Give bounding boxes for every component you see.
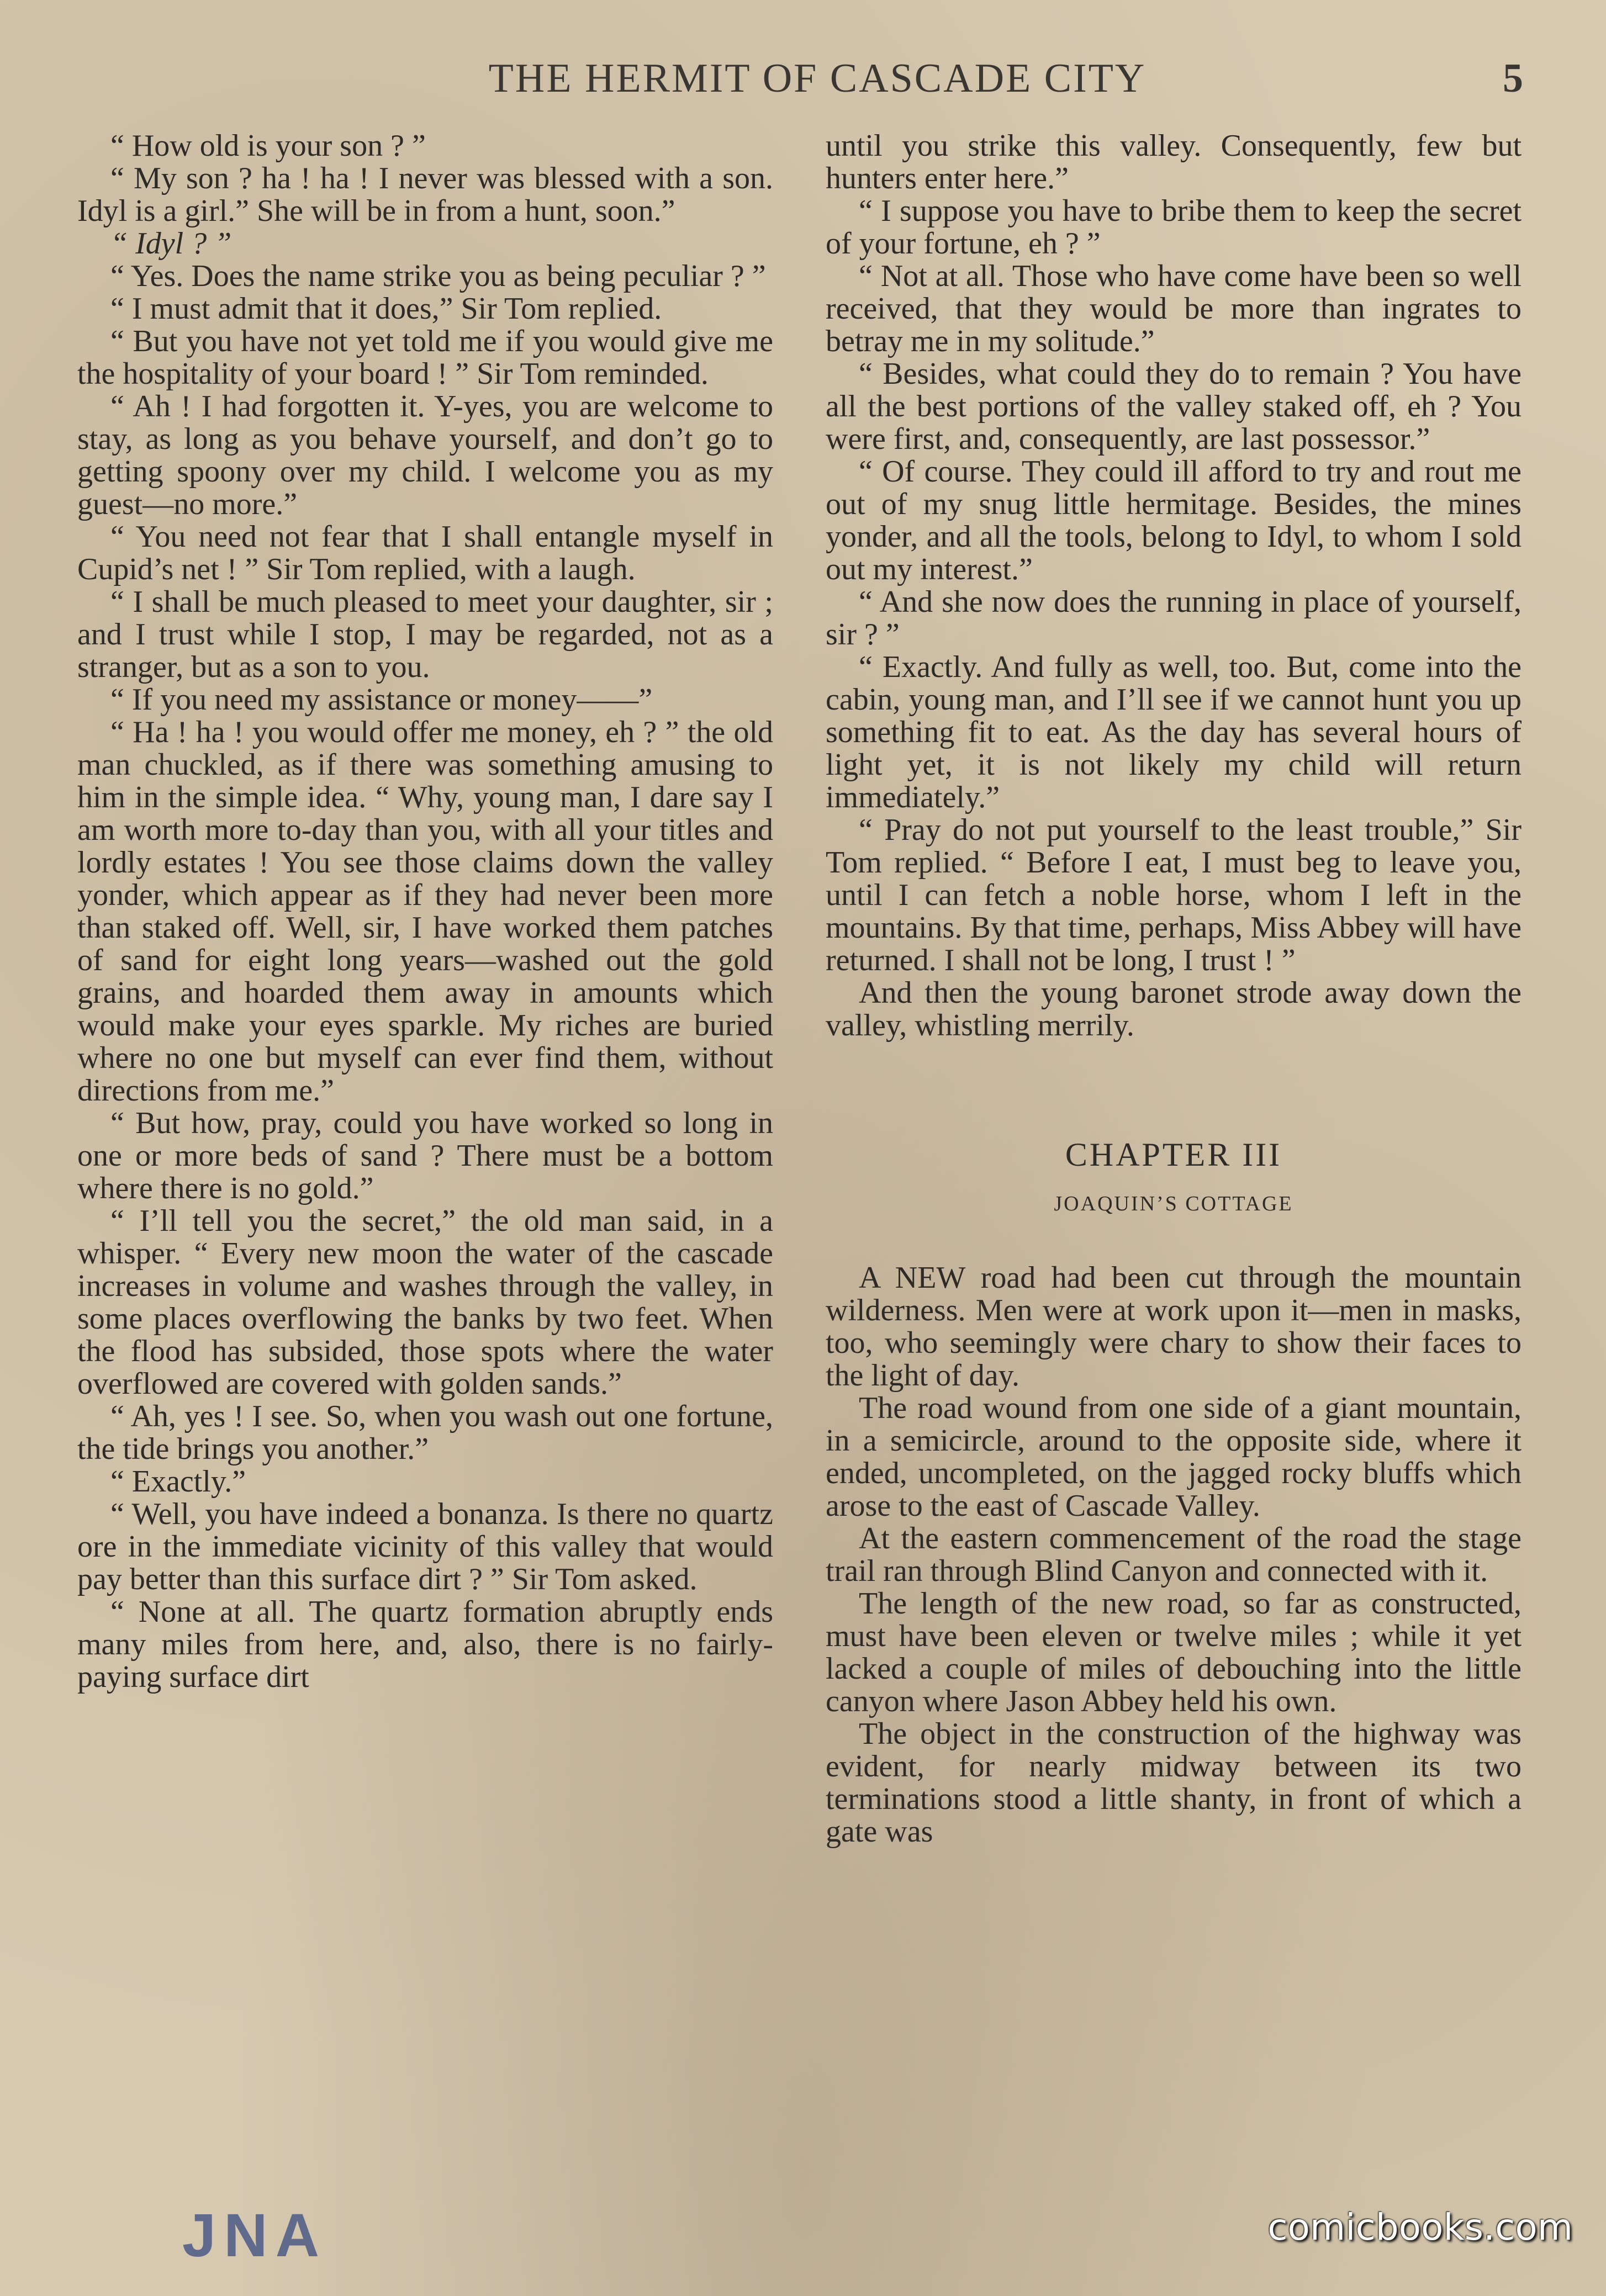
right-column — [826, 130, 1522, 1848]
paragraph: “ Exactly. And fully as well, too. But, come into the cabin, young man, and I’ll see if we cannot hunt you up something fit to eat. As the day has several hours of light yet, it is not likely my child will return immediately.” — [826, 650, 1522, 814]
page-header — [0, 55, 1606, 116]
paragraph: “ But you have not yet told me if you would give me the hospitality of your board ! ” Sir Tom reminded. — [77, 324, 773, 391]
paragraph: The length of the new road, so far as constructed, must have been eleven or twelve miles ; while it yet lacked a couple of miles of debouching into the little canyon where Jason Abbey held his own. — [826, 1586, 1522, 1718]
chapter-heading: CHAPTER III — [1065, 1136, 1282, 1173]
paragraph: “ If you need my assistance or money——” — [110, 683, 653, 717]
paragraph: “ How old is your son ? ” — [110, 129, 426, 163]
paragraph: “ Ah ! I had forgotten it. Y-yes, you are welcome to stay, as long as you behave yourself, and don’t go to getting spoony over my child. I welcome you as my guest—no more.” — [77, 389, 773, 521]
paragraph: “ I’ll tell you the secret,” the old man said, in a whisper. “ Every new moon the water of the cascade increases in volume and washes through the valley, in some places overflowing the banks by two feet. When the flood has subsided, those spots where the water overflowed are covered with golden sands.” — [77, 1204, 773, 1401]
watermark: comicbooks.com — [1267, 2206, 1573, 2249]
paragraph: “ I must admit that it does,” Sir Tom replied. — [110, 292, 662, 326]
paragraph: And then the young baronet strode away down the valley, whistling merrily. — [826, 976, 1522, 1043]
paragraph: “ Idyl ? ” — [110, 226, 232, 261]
paragraph: until you strike this valley. Consequently, few but hunters enter here.” — [826, 129, 1522, 195]
paragraph: The object in the construction of the highway was evident, for nearly midway between its two terminations stood a little shanty, in front of which a gate was — [826, 1717, 1522, 1849]
paragraph: “ You need not fear that I shall entangle myself in Cupid’s net ! ” Sir Tom replied, with a laugh. — [77, 520, 773, 586]
paragraph: “ Exactly.” — [110, 1464, 246, 1499]
paragraph: “ I suppose you have to bribe them to keep the secret of your fortune, eh ? ” — [826, 194, 1522, 261]
paragraph: “ Well, you have indeed a bonanza. Is there no quartz ore in the immediate vicinity of this valley that would pay better than this surface dirt ? ” Sir Tom asked. — [77, 1497, 773, 1596]
paragraph: “ Besides, what could they do to remain ? You have all the best portions of the valley staked off, eh ? You were first, and, consequently, are last possessor.” — [826, 357, 1522, 456]
paragraph: The road wound from one side of a giant mountain, in a semicircle, around to the opposite side, where it ended, uncompleted, on the jagged rocky bluffs which arose to the east of Cascade Valley. — [826, 1391, 1522, 1523]
paragraph: “ Ah, yes ! I see. So, when you wash out one fortune, the tide brings you another.” — [77, 1399, 773, 1466]
paragraph: “ But how, pray, could you have worked so long in one or more beds of sand ? There must be a bottom where there is no gold.” — [77, 1106, 773, 1205]
page-number: 5 — [1503, 56, 1523, 101]
left-column — [77, 130, 773, 1694]
paragraph: “ Not at all. Those who have come have been so well received, that they would be more than ingrates to betray me in my solitude.” — [826, 259, 1522, 358]
ink-stamp: JNA — [182, 2202, 327, 2269]
paragraph: A NEW road had been cut through the mountain wilderness. Men were at work upon it—men in masks, too, who seemingly were chary to show their faces to the light of day. — [826, 1261, 1522, 1393]
paragraph: “ And she now does the running in place of yourself, sir ? ” — [826, 585, 1522, 652]
paragraph: “ Pray do not put yourself to the least trouble,” Sir Tom replied. “ Before I eat, I must beg to leave you, until I can fetch a noble horse, whom I left in the mountains. By that time, perhaps, Miss Abbey will have returned. I shall not be long, I trust ! ” — [826, 813, 1522, 977]
paragraph: “ None at all. The quartz formation abruptly ends many miles from here, and, also, there is no fairly-paying surface dirt — [77, 1595, 773, 1694]
paragraph: “ Yes. Does the name strike you as being peculiar ? ” — [110, 259, 766, 293]
paragraph: “ Ha ! ha ! you would offer me money, eh ? ” the old man chuckled, as if there was something amusing to him in the simple idea. “ Why, young man, I dare say I am worth more to-day than you, with all your titles and lordly estates ! You see those claims down the valley yonder, which appear as if they had never been more than staked off. Well, sir, I have worked them patches of sand for eight long years—washed out the gold grains, and hoarded them away in amounts which would make your eyes sparkle. My riches are buried where no one but myself can ever find them, without directions from me.” — [77, 715, 773, 1108]
paragraph: At the eastern commencement of the road the stage trail ran through Blind Canyon and connected with it. — [826, 1521, 1522, 1588]
paragraph: “ My son ? ha ! ha ! I never was blessed with a son. Idyl is a girl.” She will be in from a hunt, soon.” — [77, 161, 773, 228]
paragraph: “ I shall be much pleased to meet your daughter, sir ; and I trust while I stop, I may be regarded, not as a stranger, but as a son to you. — [77, 585, 773, 684]
paragraph: “ Of course. They could ill afford to try and rout me out of my snug little hermitage. Besides, the mines yonder, and all the tools, belong to Idyl, to whom I sold out my interest.” — [826, 454, 1522, 586]
chapter-subtitle: JOAQUIN’S COTTAGE — [1054, 1192, 1293, 1215]
running-title: THE HERMIT OF CASCADE CITY — [488, 56, 1147, 101]
